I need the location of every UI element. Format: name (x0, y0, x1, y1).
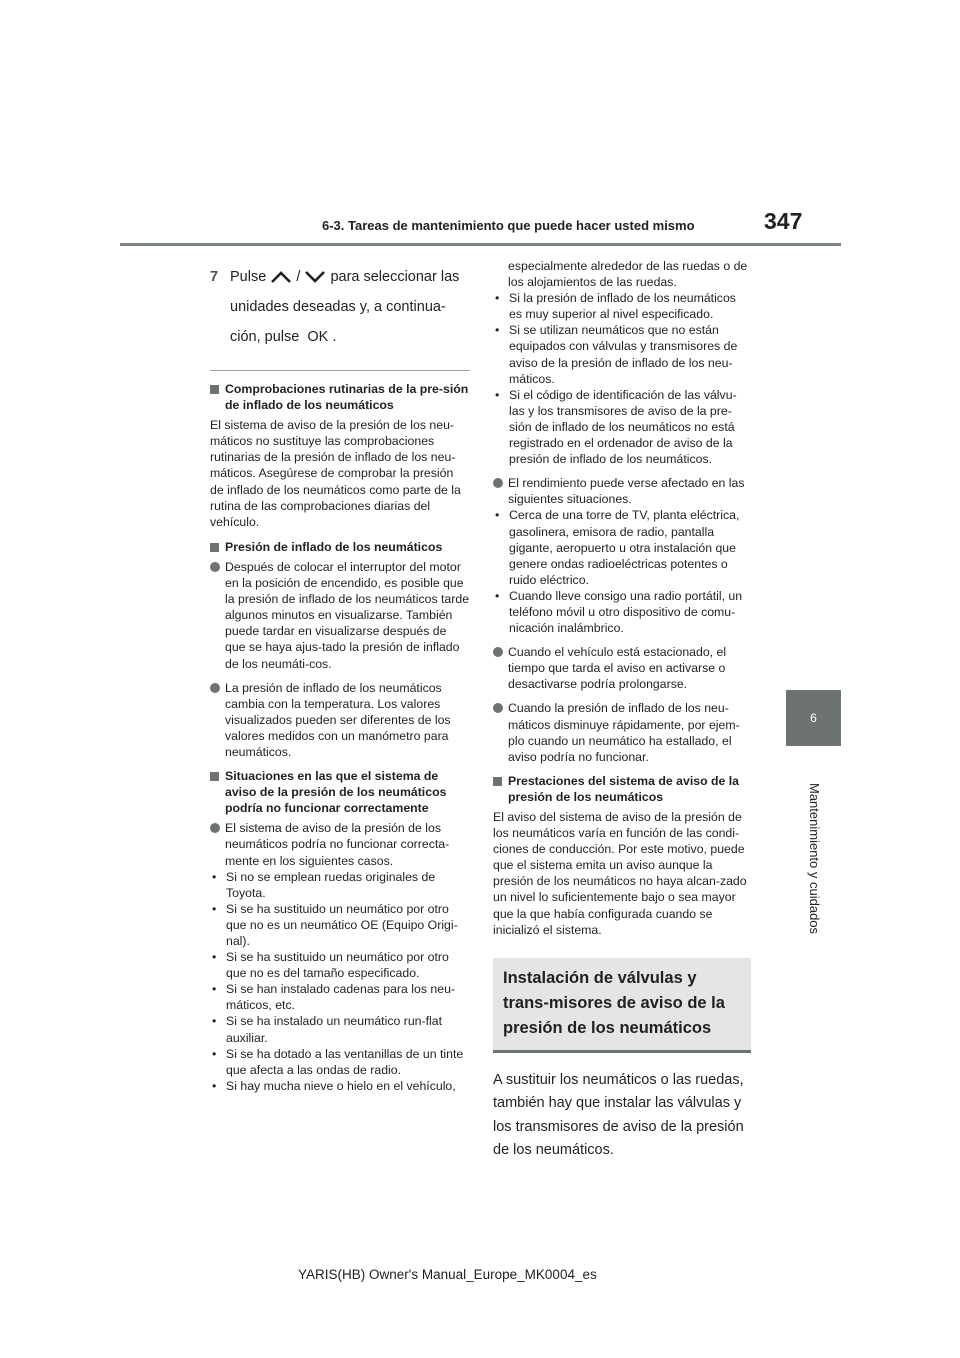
section-heading: Prestaciones del sistema de aviso de la presión de los neumáticos (493, 773, 751, 805)
paragraph: El sistema de aviso de la presión de los neu-máticos no sustituye las comprobaciones rutinarias de la presión de inflado de los neu-máticos. Asegúrese de comprobar la presión de inflado de los neumáticos como parte de la rutina de las comprobaciones diarias del vehículo. (210, 418, 461, 529)
step-end: . (332, 329, 337, 345)
right-column (493, 258, 751, 1163)
chevron-down-icon (304, 270, 326, 284)
sub-item: • Si se ha instalado un neumático run-flat auxiliar. (210, 1013, 470, 1045)
sub-item: • Cuando lleve consigo una radio portátil, un teléfono móvil u otro dispositivo de comu-nicación inalámbrico. (493, 588, 751, 636)
sub-item: • Si el código de identificación de las válvu-las y los transmisores de aviso de la pre-sión de inflado de los neumáticos no está registrado en el ordenador de aviso de la presión de inflado de los neumáticos. (493, 387, 751, 467)
bullet-item: Cuando el vehículo está estacionado, el tiempo que tarda el aviso en activarse o desactivarse podría prolongarse. (493, 644, 751, 692)
footer-text: YARIS(HB) Owner's Manual_Europe_MK0004_es (298, 1267, 597, 1282)
step-pre: Pulse (230, 269, 267, 285)
sub-item: • Si se ha dotado a las ventanillas de un tinte que afecta a las ondas de radio. (210, 1046, 470, 1078)
bullet-item (210, 820, 470, 868)
sub-item: • Si no se emplean ruedas originales de Toyota. (210, 869, 470, 901)
ok-icon: OK (307, 329, 329, 345)
sub-item: • Si se ha sustituido un neumático por otro que no es un neumático OE (Equipo Origi-nal). (210, 901, 470, 949)
paragraph-large: A sustituir los neumáticos o las ruedas, también hay que instalar las válvulas y los transmisores de aviso de la presión de los neumáticos. (493, 1071, 744, 1159)
sub-item: • Si se han instalado cadenas para los neu-máticos, etc. (210, 981, 470, 1013)
section-heading: Presión de inflado de los neumáticos (210, 539, 470, 555)
chapter-title: Mantenimiento y cuidados (807, 783, 822, 935)
step-post: para seleccionar las unidades deseadas y, a continua-ción, pulse (230, 269, 460, 345)
section-title: 6-3. Tareas de mantenimiento que puede hacer usted mismo (322, 218, 695, 233)
step-number: 7 (210, 269, 219, 285)
page-number: 347 (764, 208, 803, 234)
header-rule (120, 243, 841, 246)
step-separator: / (296, 269, 301, 285)
sub-item: • Si hay mucha nieve o hielo en el vehículo, (210, 1078, 470, 1094)
paragraph: El aviso del sistema de aviso de la presión de los neumáticos varía en función de las condi-ciones de conducción. Por este motivo, puede que el sistema emita un aviso aunque la presión de los neumáticos no haya alcan-zado un nivel lo suficientemente bajo o sea mayor que la que había configurada cuando se inicializó el sistema. (493, 810, 747, 937)
bullet-text: El sistema de aviso de la presión de los neumáticos podría no funcionar correcta-mente en los siguientes casos. (225, 821, 450, 868)
section-heading: Comprobaciones rutinarias de la pre-sión de inflado de los neumáticos (210, 381, 470, 413)
continued-text: especialmente alrededor de las ruedas o de los alojamientos de las ruedas. (508, 259, 748, 290)
divider (210, 370, 470, 371)
bullet-item: El rendimiento puede verse afectado en las siguientes situaciones. (493, 475, 751, 507)
sub-item: • Si la presión de inflado de los neumáticos es muy superior al nivel especificado. (493, 290, 751, 322)
bullet-item: La presión de inflado de los neumáticos cambia con la temperatura. Los valores visualizados pueden ser diferentes de los valores medidos con un manómetro para neumáticos. (210, 680, 470, 760)
bullet-item: Cuando la presión de inflado de los neu-máticos disminuye rápidamente, por ejem-plo cuando un neumático ha estallado, el aviso podría no funcionar. (493, 700, 751, 764)
bullet-item: Después de colocar el interruptor del motor en la posición de encendido, es posible que la presión de inflado de los neumáticos tarde algunos minutos en visualizarse. También puede tardar en visualizarse después de que se haya ajus-tado la presión de inflado de los neumáti-cos. (210, 559, 470, 672)
chevron-up-icon (270, 270, 292, 284)
subsection-title-box: Instalación de válvulas y trans-misores de aviso de la presión de los neumáticos (493, 958, 751, 1053)
sub-item: • Cerca de una torre de TV, planta eléctrica, gasolinera, emisora de radio, pantalla gigante, aeropuerto u otra instalación que genere ondas radioeléctricas potentes o ruido eléctrico. (493, 507, 751, 587)
sub-item: • Si se utilizan neumáticos que no están equipados con válvulas y transmisores de aviso de la presión de inflado de los neu-máticos. (493, 322, 751, 386)
sub-item: • Si se ha sustituido un neumático por otro que no es del tamaño especificado. (210, 949, 470, 981)
chapter-tab[interactable]: 6 (786, 690, 841, 746)
section-heading: Situaciones en las que el sistema de aviso de la presión de los neumáticos podría no funcionar correctamente (210, 768, 470, 816)
left-column (210, 262, 470, 1094)
step-7 (210, 262, 470, 352)
